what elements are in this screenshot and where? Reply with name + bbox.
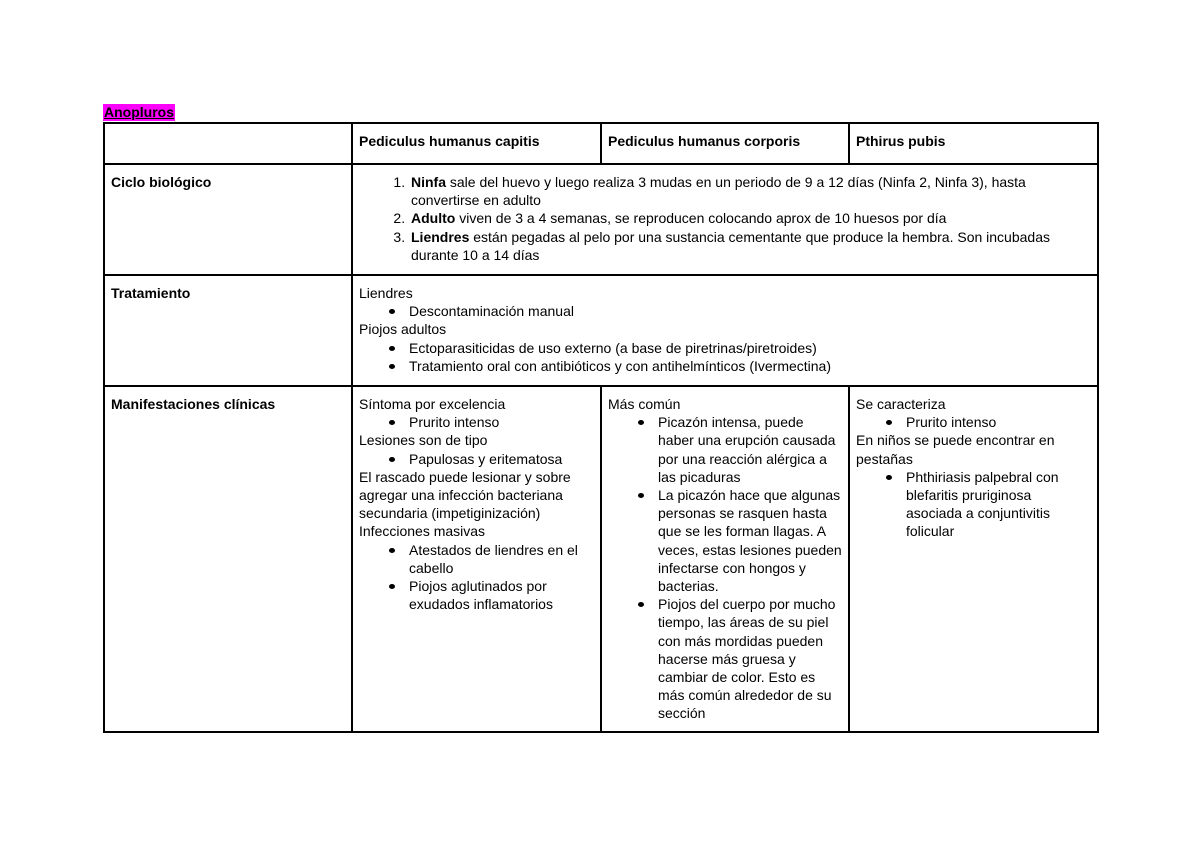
list-item: La picazón hace que algunas personas se rasquen hasta que se les forman llagas. A veces, estas lesiones pueden infectarse con hongos y bacterias. (658, 487, 842, 595)
capitis-heading: Lesiones son de tipo (359, 432, 488, 449)
tratamiento-heading: Piojos adultos (359, 321, 447, 338)
capitis-heading: Síntoma por excelencia (359, 396, 506, 412)
manifestaciones-label: Manifestaciones clínicas (104, 386, 352, 732)
tratamiento-heading: Liendres (359, 285, 413, 301)
ciclo-list (359, 173, 1091, 264)
list-item: Piojos aglutinados por exudados inflamatorios (409, 577, 594, 613)
header-corporis: Pediculus humanus corporis (601, 123, 849, 164)
manifestaciones-pubis (849, 386, 1098, 732)
ciclo-content (352, 164, 1098, 275)
capitis-paragraph: El rascado puede lesionar y sobre agregar una infección bacteriana secundaria (impetiginización) (359, 468, 571, 522)
manifestaciones-corporis (601, 386, 849, 732)
capitis-list (359, 413, 594, 431)
list-item: Papulosas y eritematosa (409, 450, 594, 468)
ciclo-text: sale del huevo y luego realiza 3 mudas en un periodo de 9 a 12 días (Ninfa 2, Ninfa 3), hasta convertirse en adulto (411, 174, 1026, 209)
capitis-list (359, 450, 594, 468)
pubis-list (856, 468, 1091, 541)
list-item: Ectoparasiticidas de uso externo (a base de piretrinas/piretroides) (409, 339, 1091, 357)
list-item: Piojos del cuerpo por mucho tiempo, las áreas de su piel con más mordidas pueden hacerse más gruesa y cambiar de color. Esto es más común alrededor de su sección (658, 595, 842, 722)
anopluros-table (103, 122, 1099, 733)
pubis-list (856, 413, 1091, 431)
ciclo-item (409, 228, 1091, 264)
header-pubis: Pthirus pubis (849, 123, 1098, 164)
ciclo-label: Ciclo biológico (104, 164, 352, 275)
tratamiento-list (359, 302, 1091, 320)
pubis-heading: En niños se puede encontrar en pestañas (856, 432, 1055, 467)
ciclo-item (409, 173, 1091, 209)
list-item: Descontaminación manual (409, 302, 1091, 320)
table-header-row (104, 123, 1098, 164)
tratamiento-label: Tratamiento (104, 275, 352, 386)
capitis-heading: Infecciones masivas (359, 523, 486, 540)
manifestaciones-capitis (352, 386, 601, 732)
list-item: Tratamiento oral con antibióticos y con antihelmínticos (Ivermectina) (409, 357, 1091, 375)
capitis-list (359, 541, 594, 614)
header-empty-cell (104, 123, 352, 164)
ciclo-term: Ninfa (411, 174, 446, 190)
list-item: Picazón intensa, puede haber una erupción causada por una reacción alérgica a las picaduras (658, 413, 842, 486)
ciclo-term: Adulto (411, 210, 456, 227)
ciclo-text: viven de 3 a 4 semanas, se reproducen colocando aprox de 10 huesos por día (455, 210, 947, 227)
ciclo-term: Liendres (411, 228, 470, 245)
tratamiento-list (359, 339, 1091, 375)
corporis-list (608, 413, 842, 722)
table-row-tratamiento (104, 275, 1098, 386)
tratamiento-content (352, 275, 1098, 386)
header-capitis: Pediculus humanus capitis (352, 123, 601, 164)
corporis-heading: Más común (608, 396, 681, 412)
pubis-heading: Se caracteriza (856, 396, 946, 412)
ciclo-text: están pegadas al pelo por una sustancia cementante que produce la hembra. Son incubadas durante 10 a 14 días (411, 228, 1050, 263)
table-row-manifestaciones (104, 386, 1098, 732)
table-row-ciclo (104, 164, 1098, 275)
list-item: Phthiriasis palpebral con blefaritis pruriginosa asociada a conjuntivitis folicular (906, 468, 1091, 541)
list-item: Prurito intenso (409, 413, 594, 431)
list-item: Prurito intenso (906, 413, 1091, 431)
ciclo-item (409, 209, 1091, 227)
document-title: Anopluros (104, 104, 174, 120)
list-item: Atestados de liendres en el cabello (409, 541, 594, 577)
